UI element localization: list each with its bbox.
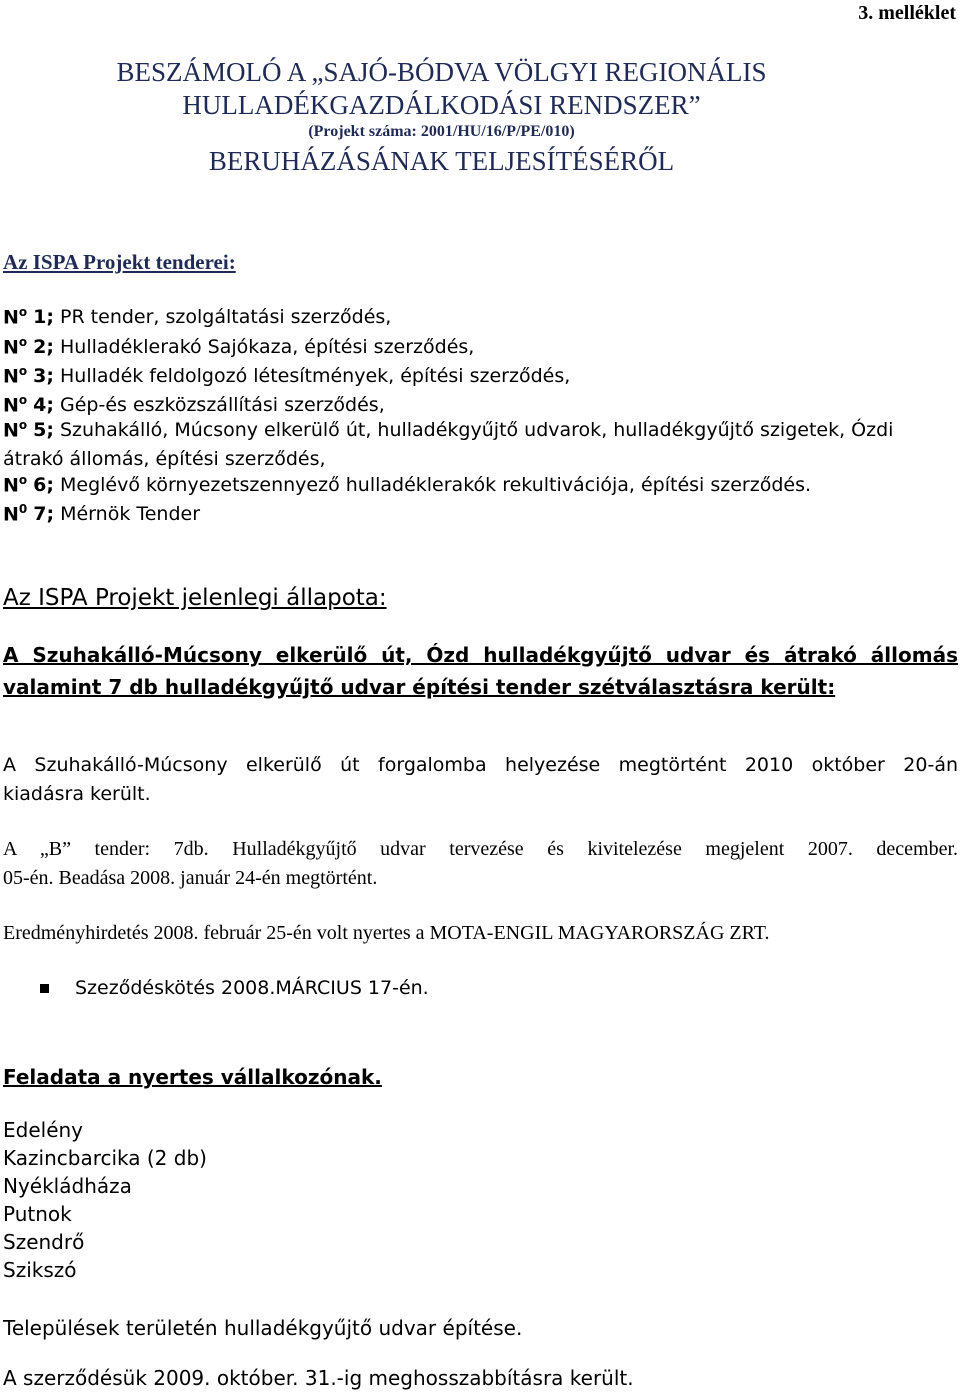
tender-item (3, 305, 391, 328)
bullet-item: Szeződéskötés 2008.MÁRCIUS 17-én. (75, 977, 429, 999)
tender-text: Mérnök Tender (60, 503, 201, 526)
town-item: Putnok (3, 1202, 72, 1226)
tender-index: 5; (33, 419, 54, 442)
tender-number: N (3, 419, 19, 442)
footer-line-2: A szerződésük 2009. október. 31.-ig meghosszabbításra került. (3, 1366, 634, 1390)
tender-item (3, 502, 200, 525)
paragraph-3: Eredményhirdetés 2008. február 25-én volt nyertes a MOTA-ENGIL MAGYARORSZÁG ZRT. (3, 922, 770, 944)
paragraph-1-line-2: kiadásra került. (3, 783, 151, 805)
town-item: Nyékládháza (3, 1174, 132, 1198)
tender-text: Szuhakálló, Múcsony elkerülő út, hulladékgyűjtő udvarok, hulladékgyűjtő szigetek, Ózdi (59, 419, 894, 442)
tender-number: N (3, 306, 19, 329)
tender-number-sup: o (18, 305, 28, 319)
tender-index: 1; (33, 306, 54, 329)
tender-item (3, 393, 385, 416)
bold-heading-line-1: A Szuhakálló-Múcsony elkerülő út, Ózd hulladékgyűjtő udvar és átrakó állomás (3, 643, 958, 667)
town-item: Edelény (3, 1118, 84, 1142)
task-heading: Feladata a nyertes vállalkozónak. (3, 1065, 382, 1089)
tender-text: Hulladék feldolgozó létesítmények, építési szerződés, (59, 365, 571, 388)
tender-number-sup: o (18, 393, 28, 407)
title-line-4: BERUHÁZÁSÁNAK TELJESÍTÉSÉRŐL (208, 146, 675, 176)
tender-item (3, 364, 570, 387)
tender-number-sup: o (18, 335, 28, 349)
tender-item (3, 473, 811, 496)
bold-heading-line-2: valamint 7 db hulladékgyűjtő udvar építési tender szétválasztásra került: (3, 675, 836, 699)
tender-text: PR tender, szolgáltatási szerződés, (59, 306, 392, 329)
tenders-heading: Az ISPA Projekt tenderei: (3, 250, 236, 274)
tender-text: Hulladéklerakó Sajókaza, építési szerződés, (59, 336, 475, 359)
tender-number: N (3, 365, 19, 388)
tender-index: 6; (33, 474, 54, 497)
tender-index: 4; (33, 394, 54, 417)
tender-text: Meglévő környezetszennyező hulladéklerakók rekultivációja, építési szerződés. (59, 474, 812, 497)
title-line-2: HULLADÉKGAZDÁLKODÁSI RENDSZER” (182, 90, 701, 120)
paragraph-2-line-1: A „B” tender: 7db. Hulladékgyűjtő udvar tervezése és kivitelezése megjelent 2007. december. (3, 838, 958, 860)
paragraph-2-line-2: 05-én. Beadása 2008. január 24-én megtörtént. (3, 867, 378, 889)
tender-text: átrakó állomás, építési szerződés, (3, 448, 326, 470)
project-number: (Projekt száma: 2001/HU/16/P/PE/010) (308, 123, 575, 140)
tender-number: N (3, 474, 19, 497)
town-item: Szendrő (3, 1230, 85, 1254)
tender-item (3, 335, 474, 358)
tender-number-sup: 0 (18, 502, 28, 516)
tender-number-sup: o (18, 364, 28, 378)
town-item: Kazincbarcika (2 db) (3, 1146, 207, 1170)
tender-number-sup: o (18, 473, 28, 487)
town-item: Szikszó (3, 1258, 77, 1282)
tender-number: N (3, 503, 19, 526)
tender-number: N (3, 394, 19, 417)
tender-index: 7; (33, 503, 55, 526)
title-line-1: BESZÁMOLÓ A „SAJÓ-BÓDVA VÖLGYI REGIONÁLIS (116, 57, 767, 87)
attachment-label: 3. melléklet (858, 2, 956, 24)
tender-index: 3; (33, 365, 54, 388)
footer-line-1: Települések területén hulladékgyűjtő udvar építése. (3, 1316, 523, 1340)
square-bullet-icon (40, 984, 49, 993)
tender-index: 2; (33, 336, 54, 359)
tender-text: Gép-és eszközszállítási szerződés, (59, 394, 385, 417)
tender-item (3, 448, 326, 470)
tender-number-sup: o (18, 418, 28, 432)
tender-number: N (3, 336, 19, 359)
paragraph-1-line-1: A Szuhakálló-Múcsony elkerülő út forgalomba helyezése megtörtént 2010 október 20-án (3, 754, 958, 776)
tender-item (3, 418, 893, 441)
status-heading: Az ISPA Projekt jelenlegi állapota: (3, 585, 387, 611)
